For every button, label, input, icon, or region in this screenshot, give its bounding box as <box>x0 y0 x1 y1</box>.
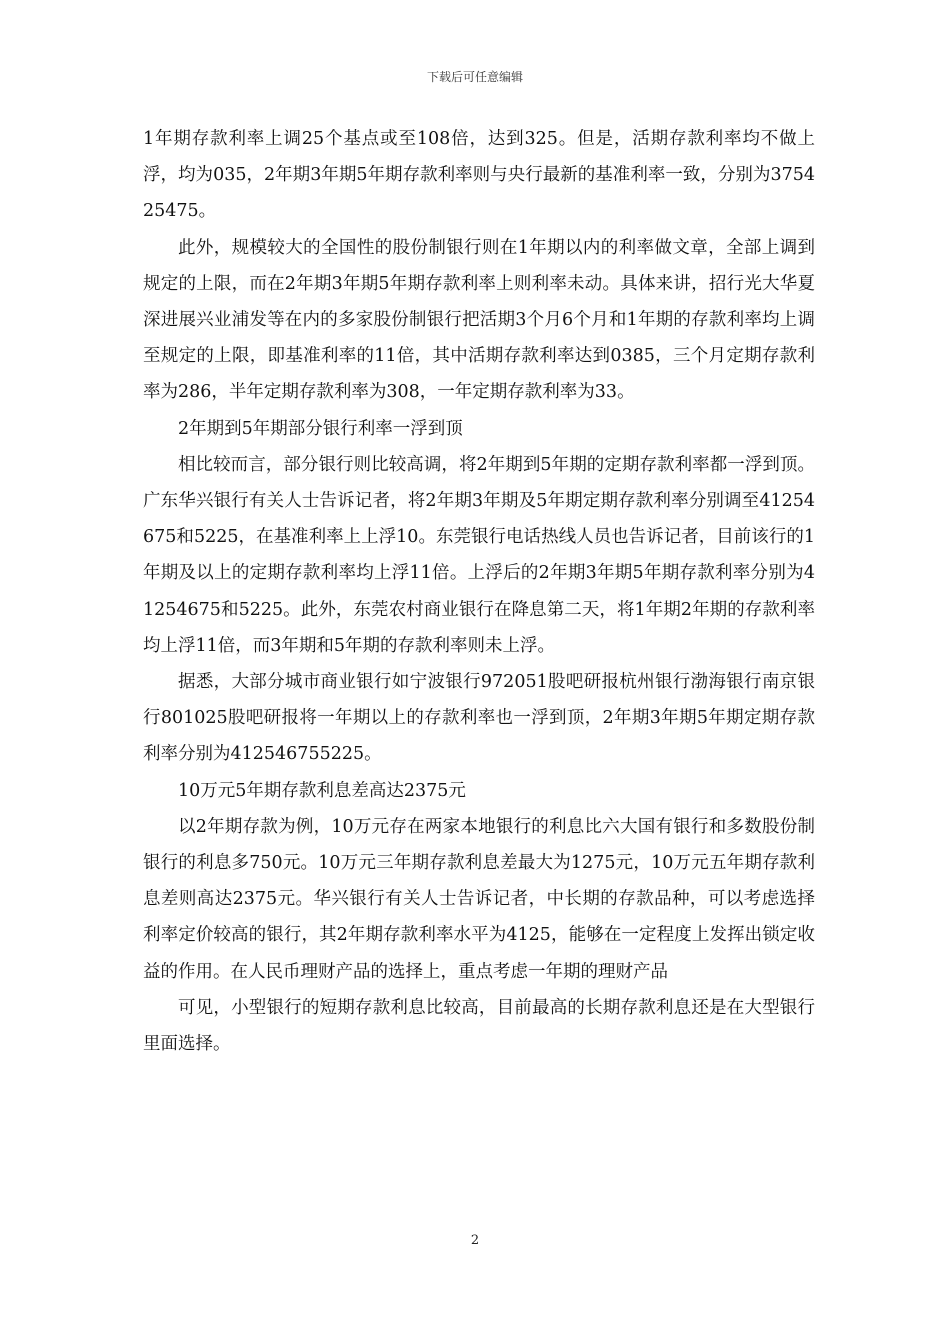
section-heading: 2年期到5年期部分银行利率一浮到顶 <box>178 418 463 439</box>
paragraph: 以2年期存款为例，10万元存在两家本地银行的利息比六大国有银行和多数股份制银行的利息多750元。10万元三年期存款利息差最大为1275元，10万元五年期存款利息差则高达2375元。华兴银行有关人士告诉记者，中长期的存款品种，可以考虑选择利率定价较高的银行，其2年期存款利率水平为4125，能够在一定程度上发挥出锁定收益的作用。在人民币理财产品的选择上，重点考虑一年期的理财产品 <box>143 816 815 982</box>
paragraph: 此外，规模较大的全国性的股份制银行则在1年期以内的利率做文章，全部上调到规定的上限，而在2年期3年期5年期存款利率上则利率未动。具体来讲，招行光大华夏深进展兴业浦发等在内的多家股份制银行把活期3个月6个月和1年期的存款利率均上调至规定的上限，即基准利率的11倍，其中活期存款利率达到0385，三个月定期存款利率为286，半年定期存款利率为308，一年定期存款利率为33。 <box>143 237 815 403</box>
page-header-note: 下载后可任意编辑 <box>426 70 523 84</box>
page-number: 2 <box>470 1233 480 1248</box>
paragraph: 据悉，大部分城市商业银行如宁波银行972051股吧研报杭州银行渤海银行南京银行801025股吧研报将一年期以上的存款利率也一浮到顶，2年期3年期5年期定期存款利率分别为412546755225。 <box>143 672 815 765</box>
paragraph-continued: 1年期存款利率上调25个基点或至108倍，达到325。但是，活期存款利率均不做上浮，均为035，2年期3年期5年期存款利率则与央行最新的基准利率一致，分别为375425475。 <box>143 129 815 222</box>
section-heading: 10万元5年期存款利息差高达2375元 <box>178 780 466 801</box>
paragraph: 相比较而言，部分银行则比较高调，将2年期到5年期的定期存款利率都一浮到顶。广东华兴银行有关人士告诉记者，将2年期3年期及5年期定期存款利率分别调至41254675和5225，在基准利率上上浮10。东莞银行电话热线人员也告诉记者，目前该行的1年期及以上的定期存款利率均上浮11倍。上浮后的2年期3年期5年期存款利率分别为41254675和5225。此外，东莞农村商业银行在降息第二天，将1年期2年期的存款利率均上浮11倍，而3年期和5年期的存款利率则未上浮。 <box>143 454 815 656</box>
document-body <box>143 121 815 1062</box>
paragraph: 可见，小型银行的短期存款利息比较高，目前最高的长期存款利息还是在大型银行里面选择。 <box>143 997 815 1055</box>
